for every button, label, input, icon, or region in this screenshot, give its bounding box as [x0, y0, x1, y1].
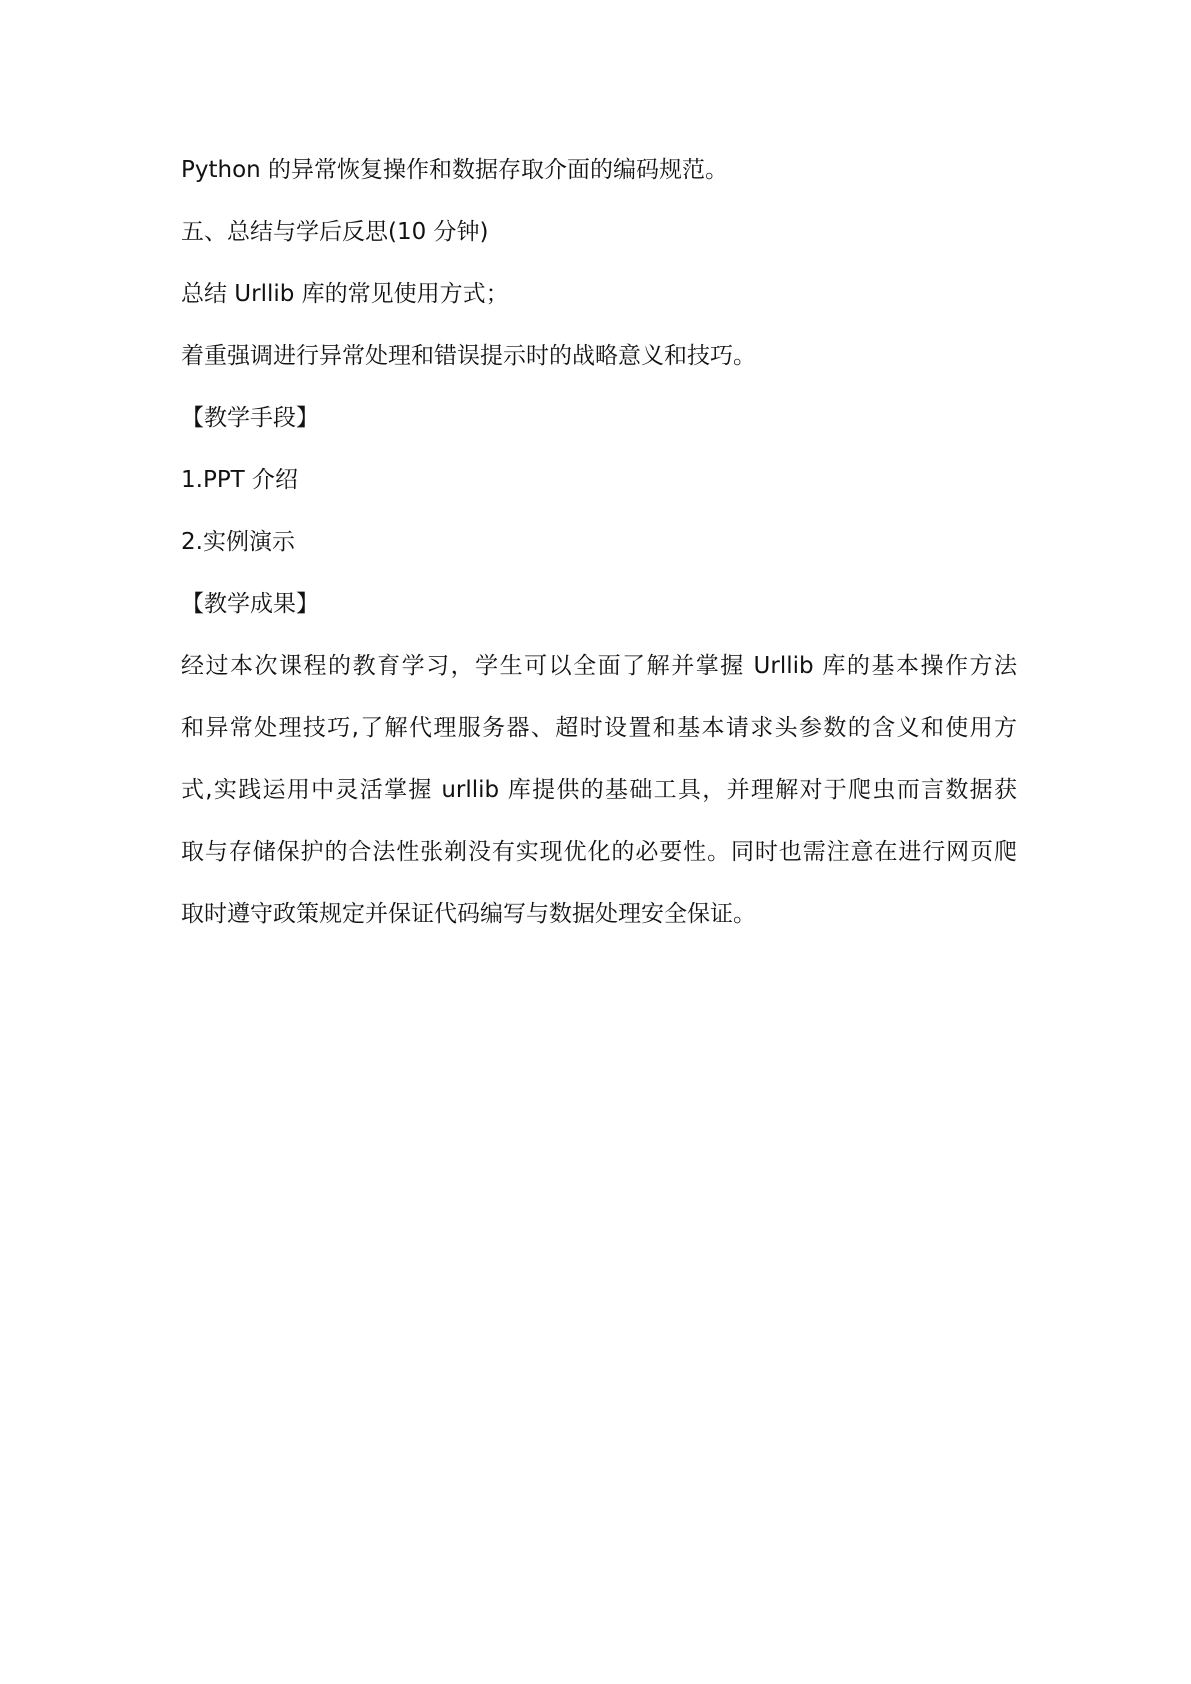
- paragraph-line: 取与存储保护的合法性张剃没有实现优化的必要性。同时也需注意在进行网页爬: [181, 839, 1017, 865]
- text-line-emphasis: 着重强调进行异常处理和错误提示时的战略意义和技巧。: [181, 343, 756, 369]
- text-line-summary-urllib: 总结 Urllib 库的常见使用方式；: [181, 281, 509, 307]
- list-item-demo: 2.实例演示: [181, 529, 295, 555]
- heading-teaching-results: 【教学成果】: [181, 591, 319, 617]
- text-line-python-spec: Python 的异常恢复操作和数据存取介面的编码规范。: [181, 157, 729, 183]
- paragraph-line: 和异常处理技巧,了解代理服务器、超时设置和基本请求头参数的含义和使用方: [181, 715, 1017, 741]
- paragraph-line: 经过本次课程的教育学习，学生可以全面了解并掌握 Urllib 库的基本操作方法: [181, 653, 1017, 679]
- paragraph-line: 式,实践运用中灵活掌握 urllib 库提供的基础工具，并理解对于爬虫而言数据获: [181, 777, 1017, 803]
- heading-teaching-methods: 【教学手段】: [181, 405, 319, 431]
- section-heading-summary: 五、总结与学后反思(10 分钟): [181, 219, 489, 245]
- list-item-ppt: 1.PPT 介绍: [181, 467, 299, 493]
- document-body: [181, 154, 1021, 945]
- paragraph-line: 取时遵守政策规定并保证代码编写与数据处理安全保证。: [181, 901, 756, 927]
- results-paragraph: [181, 635, 1017, 945]
